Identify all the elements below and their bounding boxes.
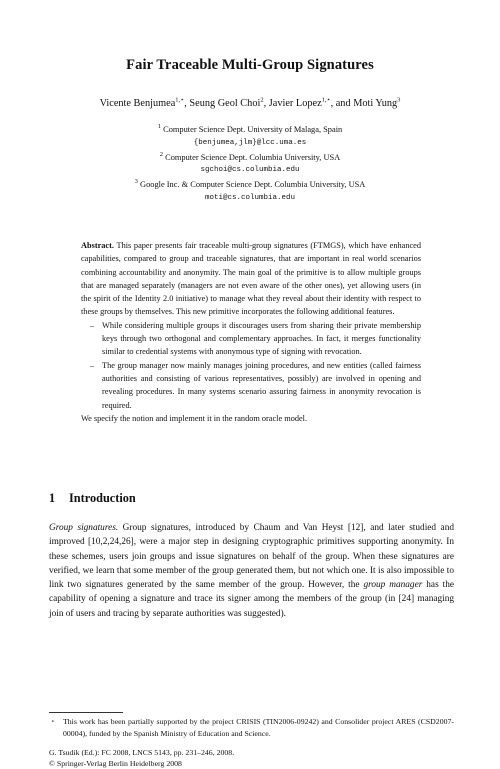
author-list: Vicente Benjumea$^{1,⋆}$, Seung Geol Choi$^2$, Javier Lopez$^{1,⋆}$, and Moti Yung$^3$ xyxy=(99,96,401,109)
abstract-bullet: – The group manager now mainly manages joining procedures, and new entities (called fairness authorities and consisting of various representatives, possibly) are involved in opening and revealing procedures. In many systems scenario assuring fairness in anonymity revocation is required. xyxy=(81,359,421,412)
paragraph-lead: Group signatures. xyxy=(49,523,119,533)
affiliation-list xyxy=(0,123,500,206)
author-affil-mark: 1,⋆ xyxy=(175,96,185,104)
paper-title: Fair Traceable Multi-Group Signatures xyxy=(126,57,374,73)
abstract-label: Abstract. xyxy=(81,241,114,250)
author-affil-mark: 2 xyxy=(260,96,264,104)
footnote xyxy=(49,716,454,741)
abstract xyxy=(81,239,421,425)
footnote-text: This work has been partially supported by the project CRISIS (TIN2006-09242) and Consolider project ARES (CSD2007-00004), funded by the Spanish Ministry of Education and Science. xyxy=(63,717,454,739)
author-name: Vicente Benjumea xyxy=(99,98,176,109)
section-number: 1 xyxy=(49,491,56,505)
section-heading xyxy=(49,491,136,506)
affiliation-email: moti@cs.columbia.edu xyxy=(204,193,295,202)
publication-info xyxy=(49,747,234,769)
affiliation-email: sgchoi@cs.columbia.edu xyxy=(200,166,300,175)
section-title: Introduction xyxy=(69,491,136,505)
author-affil-mark: 1,⋆ xyxy=(321,96,331,104)
abstract-bullet: – While considering multiple groups it discourages users from sharing their private membership keys through two orthogonal and complementary approaches. In fact, it merges functionality similar to credential systems with anonymous type of signing with revocation. xyxy=(81,319,421,359)
intro-paragraph: Group signatures. Group signatures, introduced by Chaum and Van Heyst [12], and later studied and improved [10,2,24,26], were a major step in designing cryptographic primitives supporting anonymity. In these schemes, users join groups and issue signatures on behalf of the group. When these signatures are verified, we learn that some member of the group generated them, but not which one. It is also impossible to link two signatures generated by the same member of the group. However, the group manager has the capability of opening a signature and trace its signer among the members of the group (in [24] managing join of users and tracing by separate authorities was suggested). xyxy=(49,523,454,619)
emphasized-term: group manager xyxy=(363,580,423,591)
copyright-line: © Springer-Verlag Berlin Heidelberg 2008 xyxy=(49,759,182,768)
abstract-closing: We specify the notion and implement it in the random oracle model. xyxy=(81,413,308,423)
affiliation-email: {benjumea,jlm}@lcc.uma.es xyxy=(193,138,307,147)
footnote-rule xyxy=(49,712,123,713)
author-name: Javier Lopez xyxy=(268,98,322,109)
affiliation: $^2$ Computer Science Dept. Columbia University, USA xyxy=(159,150,341,162)
publication-line: G. Tsudik (Ed.): FC 2008, LNCS 5143, pp. 231–246, 2008. xyxy=(49,748,235,757)
author-affil-mark: 3 xyxy=(397,96,401,104)
affiliation: $^3$ Google Inc. & Computer Science Dept. Columbia University, USA xyxy=(134,178,366,190)
author-name: Seung Geol Choi xyxy=(189,98,261,109)
footnote-mark: ⋆ xyxy=(51,719,55,725)
abstract-paragraph: Abstract. This paper presents fair traceable multi-group signatures (FTMGS), which have enhanced capabilities, compared to group and traceable signatures, that are important in real world scenarios combining accountability and anonymity. The main goal of the primitive is to allow multiple groups that are managed separately (managers are not even aware of the other ones), yet allowing users (in the spirit of the Identity 2.0 initiative) to manage what they reveal about their identity with respect to these groups by themselves. This new primitive incorporates the following additional features. xyxy=(81,241,421,317)
affiliation: $^1$ Computer Science Dept. University of Malaga, Spain xyxy=(157,123,343,134)
author-name: Moti Yung xyxy=(353,98,398,109)
bullet-dash: – xyxy=(90,320,95,330)
bullet-dash: – xyxy=(90,360,95,370)
